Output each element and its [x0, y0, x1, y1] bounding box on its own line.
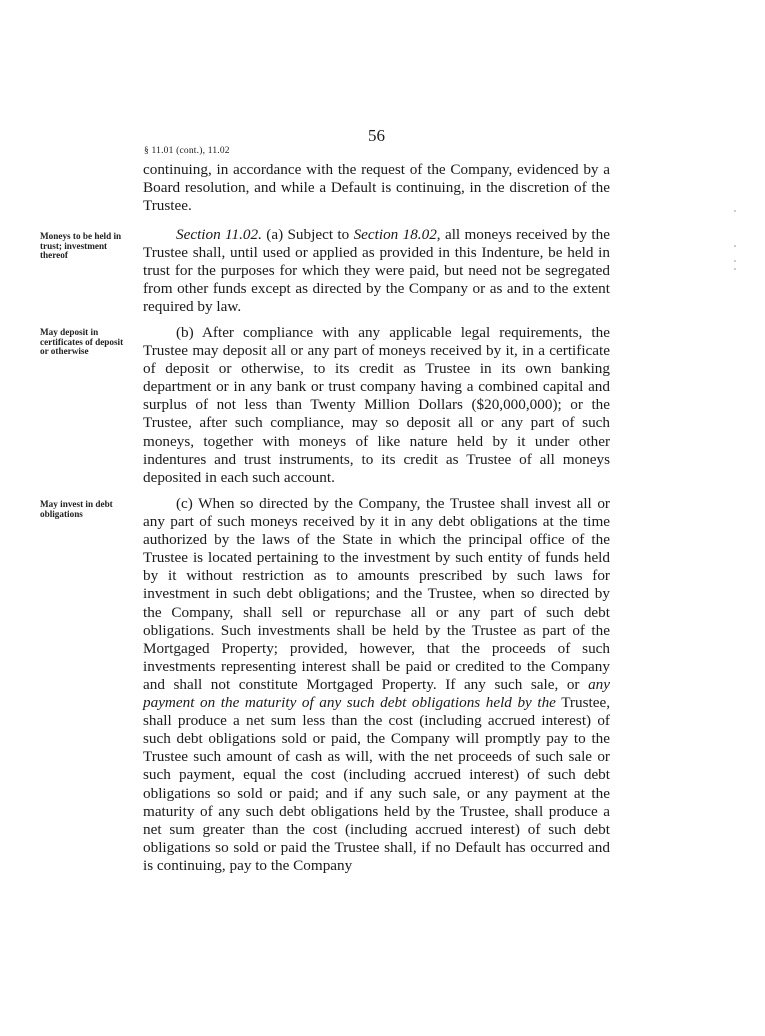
paragraph-a — [143, 226, 610, 316]
paragraph-c-part2: Trustee, shall produce a net sum less than the cost (including accrued interest) of such debt obligations sold or paid, the Company will promptly pay to the Trustee such amount of cash as will, with the net proceeds of such sale or such payment, equal the cost (including accrued interest) of such debt obligations so sold or paid; and if any such sale, or any payment at the maturity of any such debt obligations held by the Trustee, shall produce a net sum greater than the cost (including accrued interest) of such debt obligations so sold or paid the Trustee shall, if no Default has occurred and is continuing, pay to the Company — [143, 694, 610, 874]
scan-artifact — [734, 245, 736, 247]
page-number: 56 — [368, 126, 385, 145]
paragraph-c-italic: any payment on the maturity of any such debt obligations held by the — [143, 675, 610, 712]
section-11-02-b — [143, 324, 610, 487]
paragraph-a-text: , all moneys received by the Trustee shall, until used or applied as provided in this Indenture, be held in trust for the purposes for which they were paid, but need not be segregated from other funds except as directed by the Company or as and to the extent required by law. — [143, 226, 610, 316]
paragraph-b: (b) After compliance with any applicable legal requirements, the Trustee may deposit all or any part of moneys received by it, in a certificate of deposit or otherwise, to its credit as Trustee in its own banking department or in any bank or trust company having a combined capital and surplus of not less than Twenty Million Dollars ($20,000,000); or the Trustee, after such compliance, may so deposit all or any part of such moneys, together with moneys of like nature held by it under other indentures and trust instruments, to its credit as Trustee of all moneys deposited in each such account. — [143, 324, 610, 486]
margin-note-invest: May invest in debt obligations — [40, 499, 113, 519]
paragraph-c — [143, 495, 610, 875]
paragraph-continuation: continuing, in accordance with the request of the Company, evidenced by a Board resolution, and while a Default is continuing, in the discretion of the Trustee. — [143, 161, 610, 215]
scan-artifact — [734, 260, 736, 262]
paragraph-c-part1: (c) When so directed by the Company, the Trustee shall invest all or any part of such moneys received by it in any debt obligations at the time authorized by the laws of the State in which the principal office of the Trustee is located pertaining to the investment by such entity of funds held by it without restriction as to amounts prescribed by such laws for investment in such debt obligations; and the Trustee, when so directed by the Company, shall sell or repurchase all or any part of such debt obligations. Such investments shall be held by the Trustee as part of the Mortgaged Property; provided, however, that the proceeds of such investments representing interest shall be paid or credited to the Company and shall not constitute Mortgaged Property. If any such sale, or — [143, 495, 610, 693]
section-11-02-a — [143, 226, 610, 316]
margin-note-deposit: May deposit in certificates of deposit or otherwise — [40, 327, 124, 357]
section-11-02-c — [143, 495, 610, 875]
section-reference: Section 18.02 — [353, 226, 437, 243]
margin-note-held-in-trust: Moneys to be held in trust; investment thereof — [40, 231, 122, 261]
paragraph-a-lead: (a) Subject to — [261, 226, 354, 243]
section-heading: Section 11.02. — [176, 226, 262, 243]
running-head: § 11.01 (cont.), 11.02 — [144, 146, 230, 156]
scan-artifact — [734, 210, 736, 212]
document-body — [143, 161, 610, 215]
scan-artifact — [734, 268, 736, 270]
